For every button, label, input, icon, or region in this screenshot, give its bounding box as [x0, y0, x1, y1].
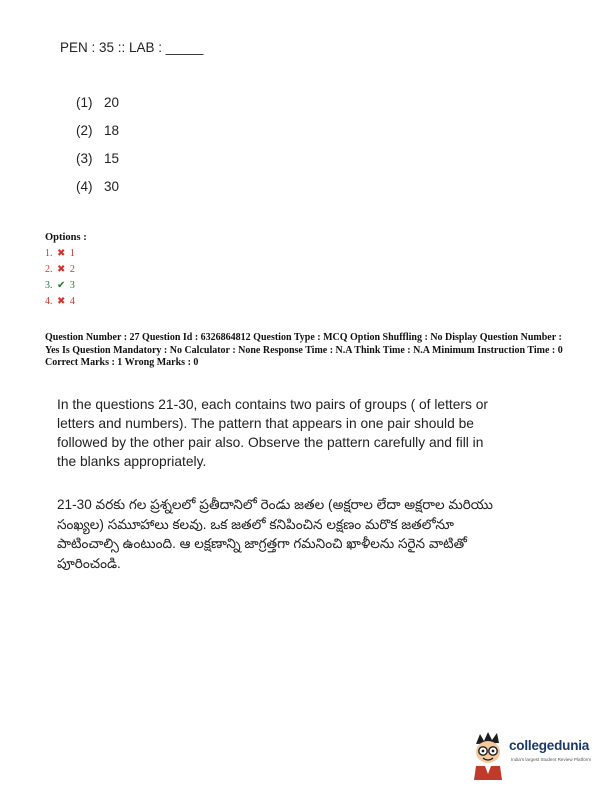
choice-number: (1): [76, 95, 93, 110]
logo-tagline: India's largest Student Review Platform: [511, 757, 592, 762]
choice-3: [76, 151, 119, 166]
choice-2: [76, 123, 119, 138]
option-prefix: 4.: [45, 296, 53, 307]
choice-number: (3): [76, 151, 93, 166]
option-value: 1: [69, 248, 75, 259]
choice-number: (4): [76, 179, 93, 194]
options-title: Options :: [45, 232, 87, 243]
option-prefix: 3.: [45, 280, 53, 291]
question-meta-line: Question Number : 27 Question Id : 6326864812 Question Type : MCQ Option Shuffling : No Display Question Number : Yes Is Question Mandatory : No Calculator : None Response Time : N.A Think Time : N.A Minimum Instruction Time : 0: [45, 332, 563, 356]
option-prefix: 1.: [45, 248, 53, 259]
cross-icon: ✖: [57, 296, 66, 307]
question-text-english: In the questions 21-30, each contains two pairs of groups ( of letters or letters and numbers). The pattern that appears in one pair should be followed by the other pair also. Observe the pattern carefully and fill in the blanks appropriately.: [57, 397, 489, 469]
option-value: 2: [69, 264, 75, 275]
cross-icon: ✖: [57, 248, 66, 259]
choice-value: 18: [104, 123, 120, 138]
option-value: 4: [69, 296, 75, 307]
cross-icon: ✖: [57, 264, 66, 275]
choice-value: 20: [104, 95, 120, 110]
logo-name: collegedunia: [509, 738, 590, 753]
option-prefix: 2.: [45, 264, 53, 275]
question-metadata: [45, 332, 575, 370]
choice-value: 15: [104, 151, 120, 166]
mascot-icon: [468, 730, 508, 780]
option-2: [45, 264, 75, 275]
choice-number: (2): [76, 123, 93, 138]
option-value: 3: [69, 280, 75, 291]
option-4: [45, 296, 75, 307]
page-header: PEN : 35 :: LAB : _____: [60, 40, 204, 55]
marks-line: Correct Marks : 1 Wrong Marks : 0: [45, 357, 199, 368]
choice-value: 30: [104, 179, 120, 194]
check-icon: ✔: [57, 280, 66, 291]
option-1: [45, 248, 75, 259]
choice-4: [76, 179, 119, 194]
option-3: [45, 280, 75, 291]
choice-1: [76, 95, 119, 110]
question-text-telugu: 21-30 వరకు గల ప్రశ్నలలో ప్రతీదానిలో రెండు జతల (అక్షరాల లేదా అక్షరాల మరియు సంఖ్యల) సమూహాలు కలవు. ఒక జతలో కనిపించిన లక్షణం మరొక జతలోనూ పాటించాల్సి ఉంటుంది. ఆ లక్షణాన్ని జాగ్రత్తగా గమనించి ఖాళీలను సరైన వాటితో పూరించండి.: [57, 497, 493, 571]
